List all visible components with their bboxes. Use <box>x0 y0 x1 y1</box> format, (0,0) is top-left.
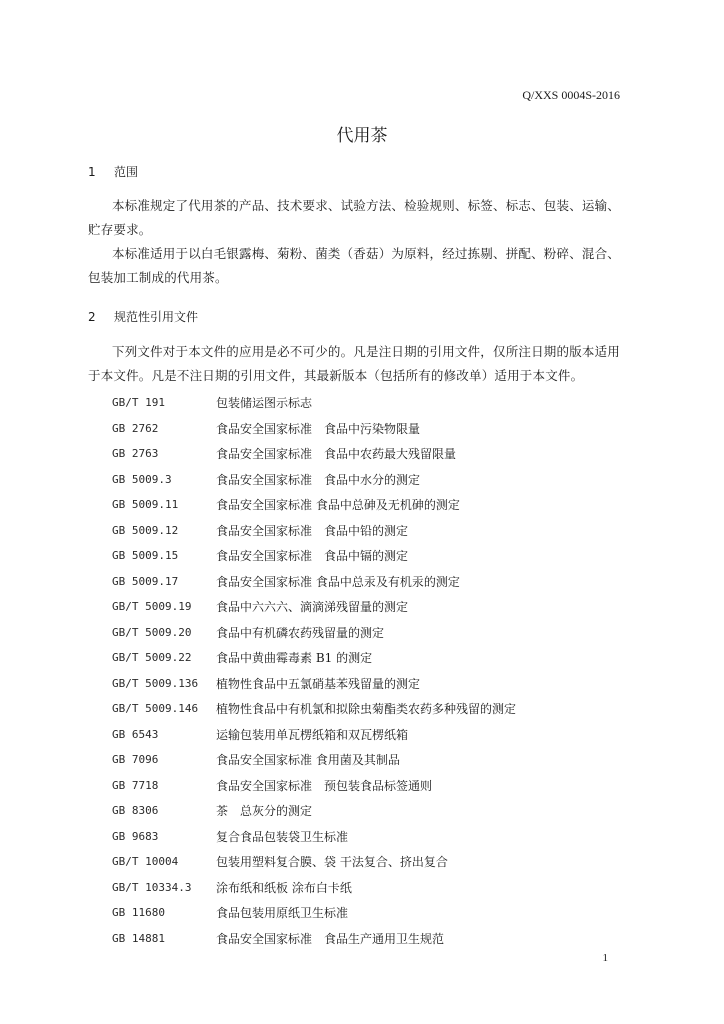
page-title: 代用茶 <box>336 126 388 146</box>
reference-item <box>112 594 632 620</box>
reference-title: 食品安全国家标准 食品中铅的测定 <box>216 523 409 538</box>
reference-title: 植物性食品中五氯硝基苯残留量的测定 <box>216 676 421 691</box>
reference-code: GB 14881 <box>112 931 165 945</box>
reference-title: 涂布纸和纸板 涂布白卡纸 <box>216 880 352 895</box>
section-number: 1 <box>88 165 96 179</box>
reference-item <box>112 747 632 773</box>
reference-code: GB 11680 <box>112 906 165 920</box>
reference-code: GB 2763 <box>112 447 159 461</box>
reference-code: GB 2762 <box>112 421 159 435</box>
section-number: 2 <box>88 310 96 324</box>
reference-item <box>112 518 632 544</box>
reference-title: 食品中有机磷农药残留量的测定 <box>216 625 385 640</box>
reference-code: GB 5009.11 <box>112 498 179 512</box>
reference-title: 食品安全国家标准 食品中总砷及无机砷的测定 <box>216 498 460 513</box>
reference-code: GB 7718 <box>112 778 159 792</box>
reference-item <box>112 875 632 901</box>
reference-title: 运输包装用单瓦楞纸箱和双瓦楞纸箱 <box>216 727 409 742</box>
reference-item <box>112 416 632 442</box>
reference-item <box>112 569 632 595</box>
reference-title: 食品安全国家标准 食品中污染物限量 <box>216 421 421 436</box>
reference-title: 食品中黄曲霉毒素 B1 的测定 <box>216 651 373 666</box>
section-title: 规范性引用文件 <box>114 310 199 324</box>
paragraph-line: 包装加工制成的代用茶。 <box>88 270 228 285</box>
reference-code: GB 8306 <box>112 804 159 818</box>
reference-title: 食品安全国家标准 食品生产通用卫生规范 <box>216 931 445 946</box>
reference-title: 植物性食品中有机氯和拟除虫菊酯类农药多种残留的测定 <box>216 702 517 717</box>
reference-title: 食品安全国家标准 食品中农药最大残留限量 <box>216 447 457 462</box>
reference-item <box>112 824 632 850</box>
page-number: 1 <box>602 952 608 964</box>
reference-code: GB 7096 <box>112 753 159 767</box>
reference-code: GB 5009.17 <box>112 574 179 588</box>
reference-code: GB/T 10004 <box>112 855 179 869</box>
paragraph-line: 本标准适用于以白毛银露梅、菊粉、菌类（香菇）为原料，经过拣剔、拼配、粉碎、混合、 <box>112 246 621 261</box>
reference-title: 食品安全国家标准 食品中镉的测定 <box>216 549 409 564</box>
paragraph-line: 下列文件对于本文件的应用是必不可少的。凡是注日期的引用文件，仅所注日期的版本适用 <box>112 344 621 359</box>
reference-title: 食品包装用原纸卫生标准 <box>216 906 349 921</box>
reference-title: 食品安全国家标准 预包装食品标签通则 <box>216 778 433 793</box>
reference-code: GB/T 5009.22 <box>112 651 192 665</box>
reference-code: GB/T 5009.19 <box>112 600 192 614</box>
scope-paragraph <box>88 194 630 290</box>
reference-item <box>112 798 632 824</box>
reference-item <box>112 645 632 671</box>
reference-title: 包装储运图示标志 <box>216 396 313 411</box>
reference-list <box>112 390 632 951</box>
reference-item <box>112 773 632 799</box>
reference-item <box>112 696 632 722</box>
reference-title: 食品中六六六、滴滴涕残留量的测定 <box>216 600 409 615</box>
reference-code: GB 5009.12 <box>112 523 179 537</box>
paragraph-line: 于本文件。凡是不注日期的引用文件，其最新版本（包括所有的修改单）适用于本文件。 <box>88 368 584 383</box>
reference-title: 食品安全国家标准 食品中总汞及有机汞的测定 <box>216 574 460 589</box>
paragraph-line: 本标准规定了代用茶的产品、技术要求、试验方法、检验规则、标签、标志、包装、运输、 <box>112 198 621 213</box>
reference-item <box>112 671 632 697</box>
reference-code: GB 5009.15 <box>112 549 179 563</box>
reference-code: GB 6543 <box>112 727 159 741</box>
reference-code: GB/T 5009.20 <box>112 625 192 639</box>
reference-item <box>112 543 632 569</box>
reference-item <box>112 849 632 875</box>
reference-code: GB/T 10334.3 <box>112 880 192 894</box>
reference-item <box>112 620 632 646</box>
reference-item <box>112 900 632 926</box>
section-title: 范围 <box>114 165 139 179</box>
section-heading-scope <box>88 163 138 180</box>
reference-title: 包装用塑料复合膜、袋 干法复合、挤出复合 <box>216 855 448 870</box>
reference-code: GB/T 191 <box>112 396 165 410</box>
paragraph-line: 贮存要求。 <box>88 222 152 237</box>
reference-title: 食品安全国家标准 食品中水分的测定 <box>216 472 421 487</box>
references-intro-paragraph <box>88 340 630 388</box>
reference-code: GB/T 5009.146 <box>112 702 199 716</box>
reference-code: GB 9683 <box>112 829 159 843</box>
reference-item <box>112 390 632 416</box>
section-heading-normative-references <box>88 308 198 325</box>
reference-item <box>112 492 632 518</box>
reference-item <box>112 926 632 952</box>
reference-title: 复合食品包装袋卫生标准 <box>216 829 349 844</box>
reference-title: 茶 总灰分的测定 <box>216 804 313 819</box>
reference-item <box>112 722 632 748</box>
standard-code: Q/XXS 0004S-2016 <box>522 88 620 102</box>
reference-item <box>112 467 632 493</box>
reference-code: GB/T 5009.136 <box>112 676 199 690</box>
reference-item <box>112 441 632 467</box>
reference-title: 食品安全国家标准 食用菌及其制品 <box>216 753 400 768</box>
reference-code: GB 5009.3 <box>112 472 172 486</box>
